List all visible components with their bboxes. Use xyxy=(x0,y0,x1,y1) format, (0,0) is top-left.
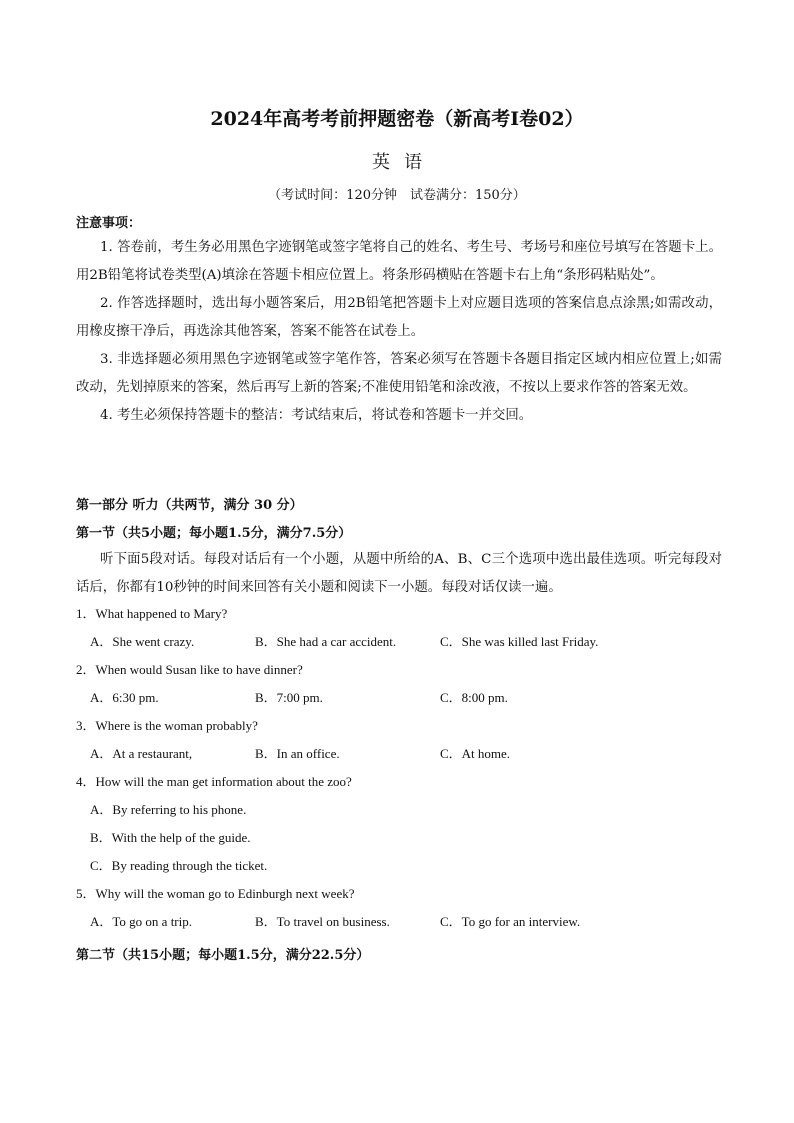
question-list xyxy=(76,600,722,936)
notice-item-1: 1. 答卷前，考生务必用黑色字迹钢笔或签字笔将自己的姓名、考生号、考场号和座位号填写在答题卡上。用2B铅笔将试卷类型(A)填涂在答题卡相应位置上。将条形码横贴在答题卡右上角“条形码粘贴处”。 xyxy=(76,240,722,283)
question-5-option-c: C．To go for an interview. xyxy=(440,914,581,929)
question-4-option-c: C．By reading through the ticket. xyxy=(90,858,268,873)
question-5-option-b: B．To travel on business. xyxy=(255,914,390,929)
notice-list xyxy=(76,234,722,430)
question-3-options xyxy=(76,740,722,768)
notice-heading: 注意事项： xyxy=(76,216,142,231)
question-4-option-b: B．With the help of the guide. xyxy=(90,830,251,845)
question-1-option-c: C．She was killed last Friday. xyxy=(440,634,599,649)
question-4-stem: 4．How will the man get information about the zoo? xyxy=(76,774,352,789)
part1-heading: 第一部分 听力（共两节，满分 30 分） xyxy=(76,498,303,513)
notice-item-2: 2. 作答选择题时，选出每小题答案后，用2B铅笔把答题卡上对应题目选项的答案信息点涂黑;如需改动，用橡皮擦干净后，再选涂其他答案，答案不能答在试卷上。 xyxy=(76,296,722,339)
question-1-stem: 1．What happened to Mary? xyxy=(76,606,228,621)
question-5-stem: 5．Why will the woman go to Edinburgh next week? xyxy=(76,886,355,901)
exam-title: 2024年高考考前押题密卷（新高考I卷02） xyxy=(210,108,584,130)
notice-item-4: 4. 考生必须保持答题卡的整洁：考试结束后，将试卷和答题卡一并交回。 xyxy=(100,408,533,423)
question-3-stem: 3．Where is the woman probably? xyxy=(76,718,258,733)
subject-title: 英语 xyxy=(372,152,436,173)
question-2-option-c: C．8:00 pm. xyxy=(440,690,508,705)
question-3-option-a: A．At a restaurant, xyxy=(90,746,193,761)
question-3-option-c: C．At home. xyxy=(440,746,511,761)
question-4-option-a: A．By referring to his phone. xyxy=(90,802,247,817)
question-1-options xyxy=(76,628,722,656)
question-1-option-a: A．She went crazy. xyxy=(90,634,195,649)
section2-heading: 第二节（共15小题；每小题1.5分，满分22.5分） xyxy=(76,948,370,963)
question-2-options xyxy=(76,684,722,712)
listening-instruction: 听下面5段对话。每段对话后有一个小题，从题中所给的A、B、C三个选项中选出最佳选项。听完每段对话后，你都有10秒钟的时间来回答有关小题和阅读下一小题。每段对话仅读一遍。 xyxy=(76,552,722,595)
question-2-option-a: A．6:30 pm. xyxy=(90,690,159,705)
question-2-stem: 2．When would Susan like to have dinner? xyxy=(76,662,303,677)
notice-item-3: 3. 非选择题必须用黑色字迹钢笔或签字笔作答，答案必须写在答题卡各题目指定区域内相应位置上;如需改动，先划掉原来的答案，然后再写上新的答案;不准使用铅笔和涂改液，不按以上要求作答的答案无效。 xyxy=(76,352,722,395)
question-3-option-b: B．In an office. xyxy=(255,746,340,761)
exam-time-info: （考试时间：120分钟 试卷满分：150分） xyxy=(268,188,526,203)
question-2-option-b: B．7:00 pm. xyxy=(255,690,323,705)
question-5-options xyxy=(76,908,722,936)
section1-heading: 第一节（共5小题；每小题1.5分，满分7.5分） xyxy=(76,526,352,541)
question-1-option-b: B．She had a car accident. xyxy=(255,634,397,649)
question-5-option-a: A．To go on a trip. xyxy=(90,914,192,929)
